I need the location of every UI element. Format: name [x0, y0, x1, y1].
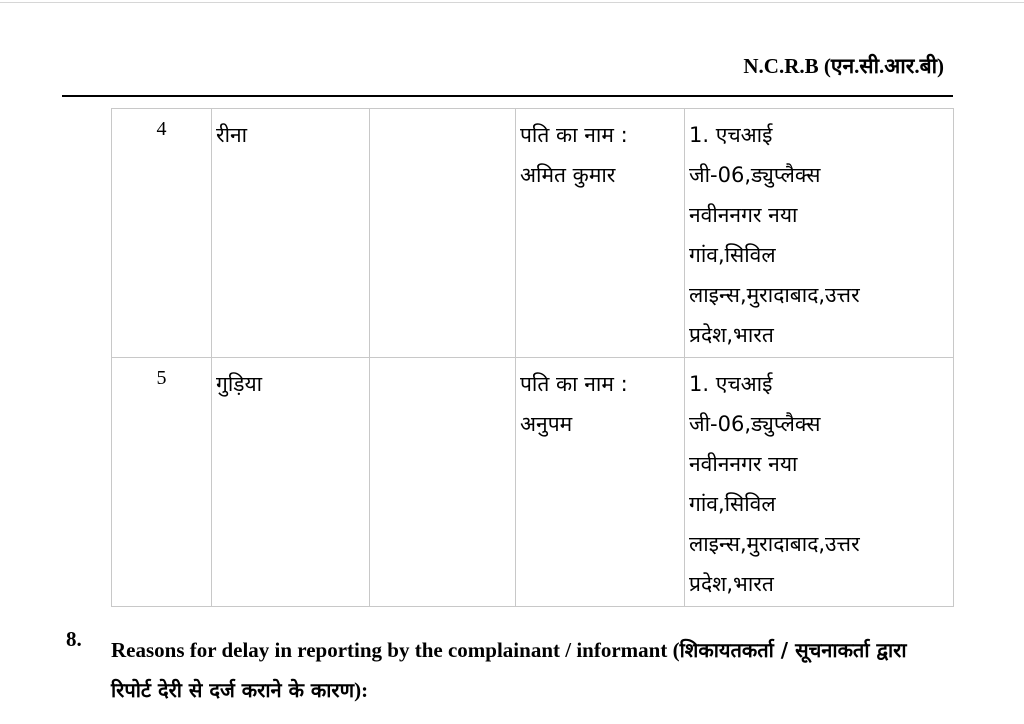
address-line: नवीननगर नया — [689, 452, 798, 476]
relation-label: पति का नाम : — [520, 372, 628, 396]
section-heading — [111, 630, 931, 710]
accused-details-table — [111, 108, 954, 607]
relation-value: अनुपम — [520, 412, 573, 436]
address-cell — [685, 358, 954, 607]
address-line: 1. एचआई — [689, 372, 773, 396]
page-header-title: N.C.R.B (एन.सी.आर.बी) — [743, 54, 944, 78]
serial-number-cell: 4 — [112, 109, 212, 358]
relation-value: अमित कुमार — [520, 163, 616, 187]
name-cell: रीना — [212, 109, 370, 358]
address-line: नवीननगर नया — [689, 203, 798, 227]
empty-cell — [370, 109, 516, 358]
empty-cell — [370, 358, 516, 607]
header-divider — [62, 95, 953, 97]
address-line: जी-06,ड्युप्लैक्स — [689, 163, 821, 187]
address-line: लाइन्स,मुरादाबाद,उत्तर — [689, 283, 860, 307]
name-cell: गुड़िया — [212, 358, 370, 607]
section-heading-end: ): — [354, 678, 369, 702]
address-line: जी-06,ड्युप्लैक्स — [689, 412, 821, 436]
section-number: 8. — [66, 627, 82, 651]
table-row — [112, 109, 954, 358]
section-heading-english: Reasons for delay in reporting by the complainant / informant ( — [111, 638, 680, 662]
section-heading-hindi: शिकायतकर्ता / सूचनाकर्ता द्वारा रिपोर्ट देरी से दर्ज कराने के कारण — [111, 638, 907, 702]
serial-number-cell: 5 — [112, 358, 212, 607]
address-line: गांव,सिविल — [689, 243, 776, 267]
address-line: 1. एचआई — [689, 123, 773, 147]
relation-cell — [516, 109, 685, 358]
address-line: प्रदेश,भारत — [689, 323, 774, 347]
relation-cell — [516, 358, 685, 607]
address-line: प्रदेश,भारत — [689, 572, 774, 596]
address-cell — [685, 109, 954, 358]
page-top-border — [0, 2, 1024, 3]
table-row — [112, 358, 954, 607]
relation-label: पति का नाम : — [520, 123, 628, 147]
address-line: गांव,सिविल — [689, 492, 776, 516]
address-line: लाइन्स,मुरादाबाद,उत्तर — [689, 532, 860, 556]
